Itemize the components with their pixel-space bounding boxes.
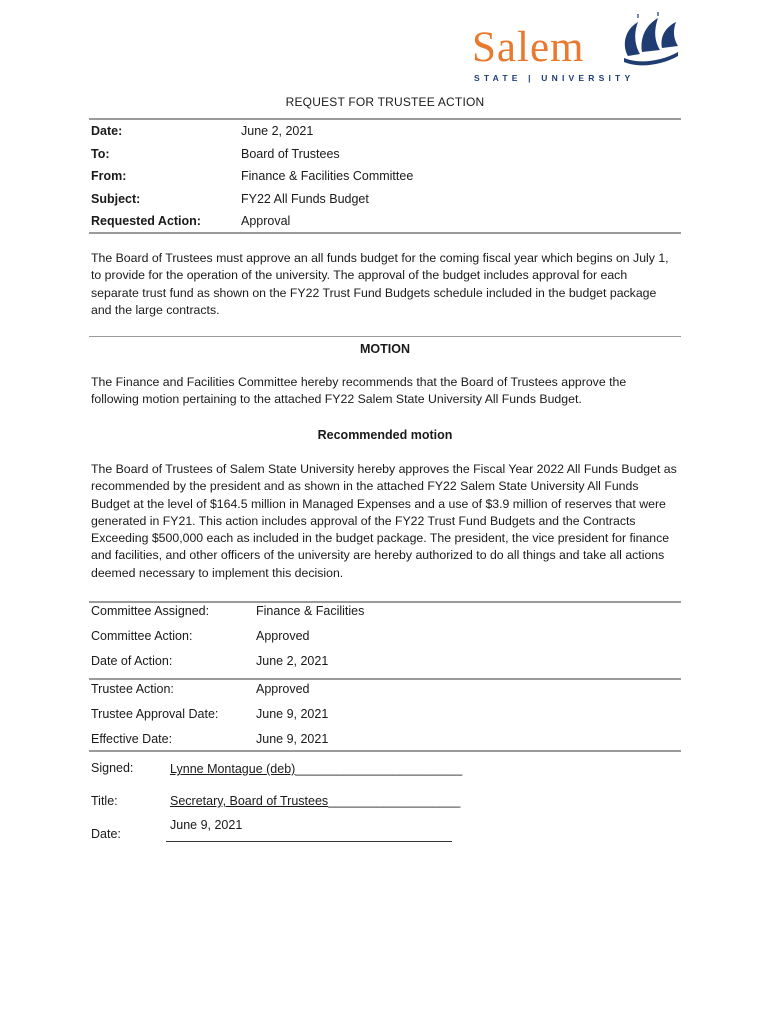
header-divider [89,232,681,234]
header-label: Date: [91,124,123,138]
title-label: Title: [91,794,118,808]
title-fill: ___________________ [328,794,461,808]
logo-wordmark: Salem [472,24,585,71]
header-label: From: [91,169,127,183]
committee-divider [89,601,681,603]
field-label: Date of Action: [91,654,173,668]
field-value: Approved [256,682,310,696]
date-label: Date: [91,827,121,841]
field-value: Finance & Facilities [256,604,365,618]
signer-name: Lynne Montague (deb) [170,762,296,776]
signed-date-value: June 9, 2021 [170,818,243,832]
recommended-motion-heading: Recommended motion [317,428,453,442]
document-title: REQUEST FOR TRUSTEE ACTION [285,95,485,109]
header-value: Approval [241,214,291,228]
intro-paragraph: The Board of Trustees must approve an all funds budget for the coming fiscal year which begins on July 1, to provide for the operation of the university. The approval of the budget includes approval for each separate trust fund as shown on the FY22 Trust Fund Budgets schedule included in the budget package and the large contracts. [91,251,669,317]
signed-fill: ________________________ [295,762,463,776]
motion-paragraph: The Finance and Facilities Committee hereby recommends that the Board of Trustees approve the following motion pertaining to the attached FY22 Salem State University All Funds Budget. [91,375,627,407]
signer-title: Secretary, Board of Trustees [170,794,329,808]
header-label: Requested Action: [91,214,201,228]
header-label: To: [91,147,110,161]
field-value: June 2, 2021 [256,654,329,668]
motion-divider [89,336,681,337]
motion-heading: MOTION [360,342,410,356]
field-value: June 9, 2021 [256,707,329,721]
header-value: June 2, 2021 [241,124,314,138]
title-divider [89,118,681,120]
header-value: Finance & Facilities Committee [241,169,414,183]
logo-subtitle: STATE | UNIVERSITY [474,73,635,83]
signed-label: Signed: [91,761,134,775]
date-signature-line [166,841,452,842]
field-label: Committee Action: [91,629,193,643]
title-value [170,794,460,808]
header-label: Subject: [91,192,141,206]
field-value: Approved [256,629,310,643]
field-label: Committee Assigned: [91,604,210,618]
signed-value [170,762,462,776]
ship-sail-icon [618,12,680,68]
trustee-divider [89,678,681,680]
field-label: Trustee Action: [91,682,174,696]
field-label: Trustee Approval Date: [91,707,219,721]
university-logo [470,12,685,84]
recommended-motion-paragraph: The Board of Trustees of Salem State University hereby approves the Fiscal Year 2022 All Funds Budget as recommended by the president and as shown in the attached FY22 Salem State University All Funds Budget at the level of $164.5 million in Managed Expenses and a use of $3.9 million of reserves that were generated in FY21. This action includes approval of the FY22 Trust Fund Budgets and the Contracts Exceeding $500,000 each as included in the budget package. The president, the vice president for finance and facilities, and other officers of the university are hereby authorized to do all things and take all actions deemed necessary to implement this decision. [91,462,677,580]
header-value: FY22 All Funds Budget [241,192,369,206]
header-value: Board of Trustees [241,147,340,161]
signature-divider [89,750,681,752]
field-label: Effective Date: [91,732,173,746]
field-value: June 9, 2021 [256,732,329,746]
